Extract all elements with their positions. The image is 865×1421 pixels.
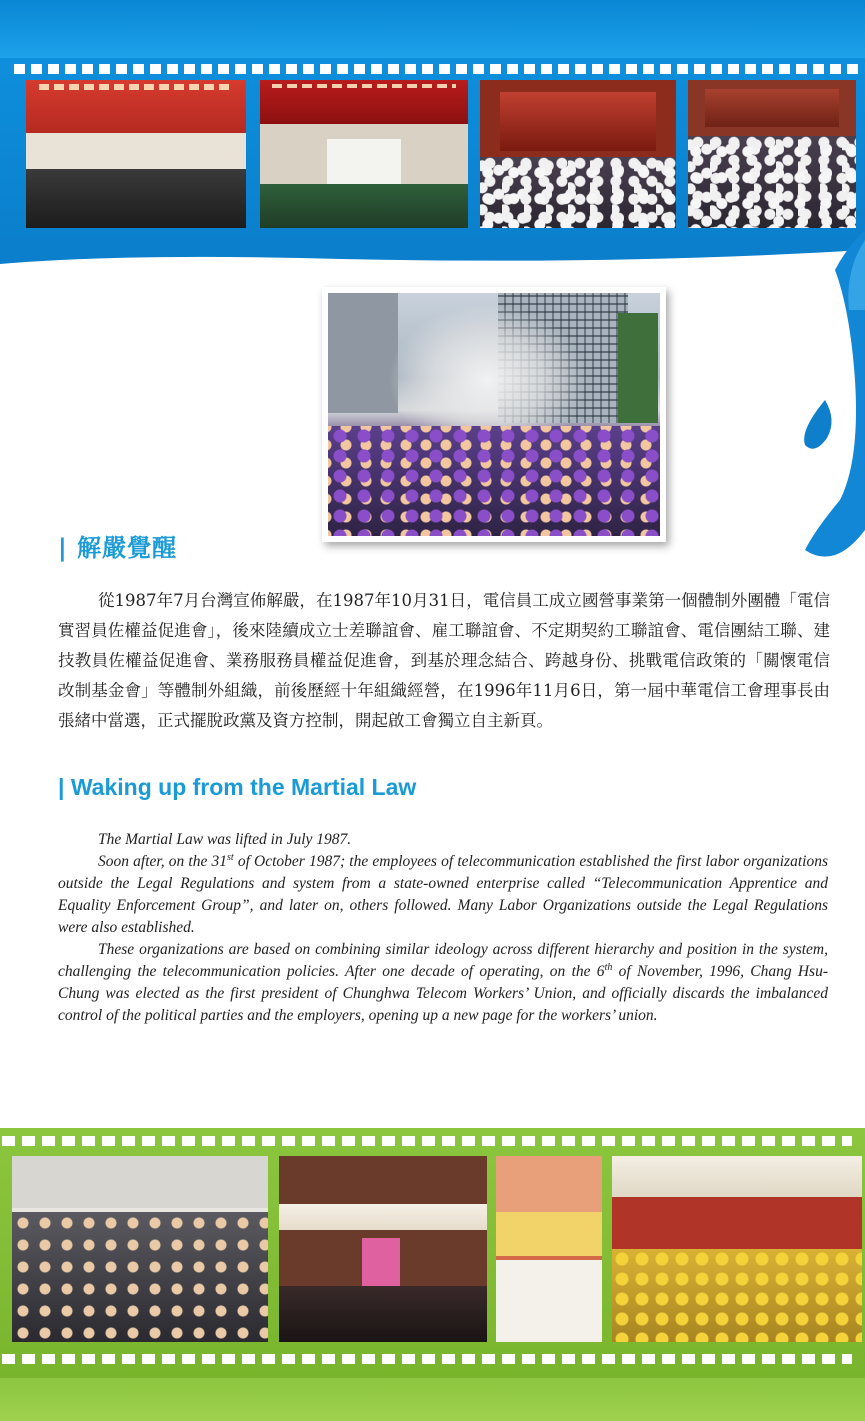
- text-span: of November, 1996, Chang Hsu-Chung was elected as the first president of Chunghwa Telecom Workers’ Union, and officially discards the imbalanced control of the political parties and the employers, opening up a new page for the workers’ union.: [58, 963, 828, 1024]
- photo-group-2: [612, 1156, 862, 1342]
- text-span: of October 1987; the employees of telecommunication established the first labor organizations outside the Legal Regulations and system from a state-owned enterprise called “Telecommunication Apprentice and Equality Enforcement Group”, and later on, others followed. Many Labor Organizations outside the Legal Regulations were also established.: [58, 853, 828, 936]
- top-film-strip: [0, 58, 865, 250]
- paragraph-en-2: [58, 851, 828, 939]
- photo-forum-2: [260, 80, 468, 228]
- film-holes-top: [2, 1136, 852, 1146]
- ordinal-suffix: th: [604, 961, 613, 973]
- top-wave-decoration: [0, 236, 865, 276]
- english-body: [58, 829, 828, 1027]
- text-span: These organizations are based on combining similar ideology across different hierarchy and position in the system, challenging the telecommunication policies. After one decade of operating, on the 6: [58, 941, 828, 980]
- photo-women-workshop: [279, 1156, 487, 1342]
- photo-calligraphy: [496, 1156, 602, 1342]
- top-banner: [0, 0, 865, 60]
- paragraph-zh: 從1987年7月台灣宣佈解嚴，在1987年10月31日，電信員工成立國營事業第一個體制外團體「電信實習員佐權益促進會」，後來陸續成立士差聯誼會、雇工聯誼會、不定期契約工聯誼會、電信團結工聯、建技教員佐權益促進會、業務服務員權益促進會，到基於理念結合、跨越身份、挑戰電信政策的「關懷電信改制基金會」等體制外組織，前後歷經十年組織經營，在1996年11月6日，第一屆中華電信工會理事長由張緒中當選，正式擺脫政黨及資方控制，開起啟工會獨立自主新頁。: [58, 591, 830, 730]
- paragraph-en-3: [58, 939, 828, 1027]
- protest-photo: [322, 287, 666, 542]
- film-holes-top: [14, 64, 864, 74]
- film-holes-bottom: [2, 1354, 852, 1364]
- water-splash-decoration: [745, 230, 865, 570]
- photo-group-1: [12, 1156, 268, 1342]
- photo-forum-1: [26, 80, 246, 228]
- photo-assembly: [688, 80, 856, 228]
- bottom-film-strip: [0, 1128, 865, 1378]
- ordinal-suffix: st: [227, 851, 234, 863]
- photo-conference-hall: [480, 80, 676, 228]
- text-span: Soon after, on the 31: [98, 853, 227, 870]
- heading-martial-law-en: | Waking up from the Martial Law: [58, 774, 417, 800]
- paragraph-en-1: The Martial Law was lifted in July 1987.: [98, 831, 352, 848]
- heading-martial-law-zh: | 解嚴覺醒: [58, 534, 178, 562]
- bottom-banner: [0, 1378, 865, 1421]
